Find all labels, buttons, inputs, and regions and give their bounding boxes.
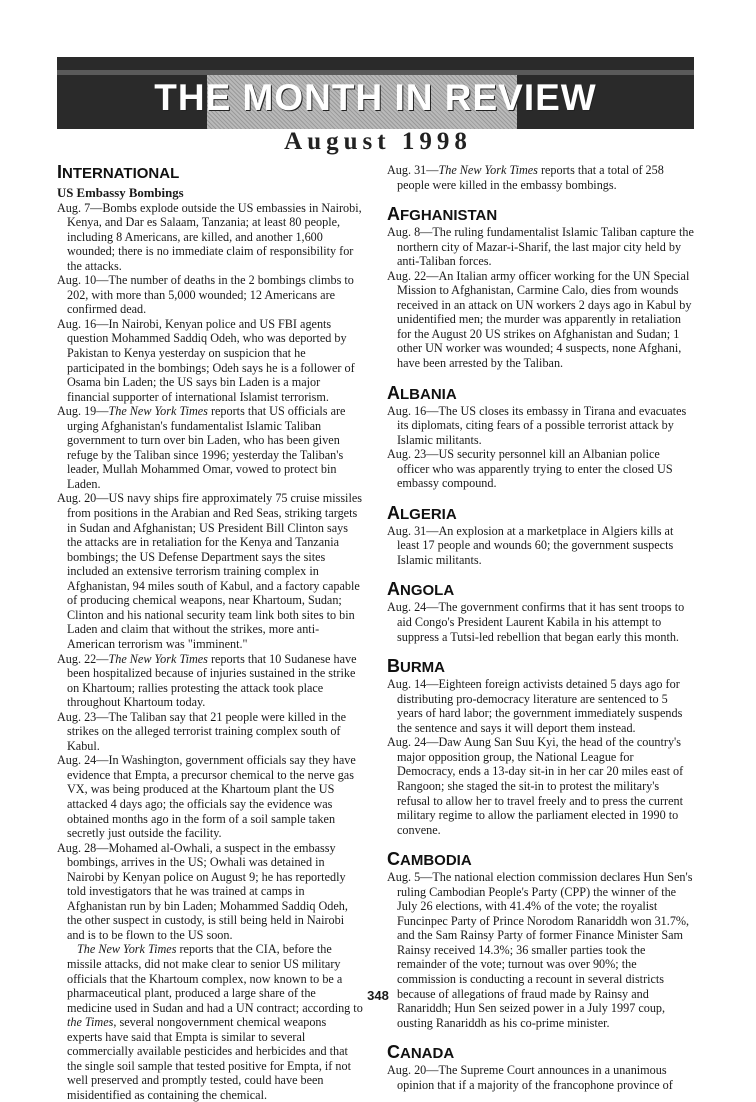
page-number: 348 [367, 988, 389, 1003]
news-entry: Aug. 20—US navy ships fire approximately 75 cruise missiles from positions in the Arabian and Red Seas, striking targets in Sudan and Afghanistan; US President Bill Clinton says the attacks are in retaliation for the Kenya and Tanzania bombings; the US Defense Department says the sites included an extensive terrorism training complex in Afghanistan, 94 miles south of Kabul, and a factory capable of producing chemical weapons, near Khartoum, Sudan; Clinton and his national security team link both sites to bin Laden and claim that without the strikes, more anti-American terrorism was "imminent." [57, 491, 362, 651]
news-entry: Aug. 23—The Taliban say that 21 people were killed in the strikes on the alleged terrorist training complex south of Kabul. [57, 709, 346, 753]
news-entry: Aug. 16—The US closes its embassy in Tirana and evacuates its diplomats, citing fears of a possible terrorist attack by Islamic militants. [387, 403, 687, 447]
section-heading-burma: BURMA [387, 656, 445, 677]
section-heading-cambodia: CAMBODIA [387, 849, 472, 870]
news-entry: Aug. 8—The ruling fundamentalist Islamic Taliban capture the northern city of Mazar-i-Sharif, the last major city held by anti-Taliban forces. [387, 225, 694, 269]
issue-date: August 1998 [284, 128, 472, 155]
section-heading-international: INTERNATIONAL [57, 162, 180, 182]
section-heading-algeria: ALGERIA [387, 502, 457, 523]
right-column [387, 163, 695, 1092]
news-entry: Aug. 22—An Italian army officer working for the UN Special Mission to Afghanistan, Carmine Calo, dies from wounds received in an attack on UN workers 2 days ago in Kabul by unidentified men; the murder was apparently in retaliation for the August 20 US strikes on Afghanistan and Sudan; 1 other UN worker was wounded; 4 suspects, none Afghani, have been arrested by the Taliban. [387, 268, 692, 371]
news-entry: Aug. 24—The government confirms that it has sent troops to aid Congo's President Laurent Kabila in his attempt to suppress a Tutsi-led rebellion that began early this month. [387, 600, 685, 644]
section-heading-albania: ALBANIA [387, 382, 457, 403]
section-heading-canada: CANADA [387, 1042, 455, 1063]
news-paragraph: The New York Times reports that the CIA, before the missile attacks, did not make clear to senior US military officials that the Khartoum complex, now known to be a pharmaceutical plant, produced a large share of the medicine used in Sudan and had a UN contract; according to the Times, several nongovernment chemical weapons experts have said that Empta is similar to several commercially available pesticides and herbicides and that the single soil sample that tested positive for Empta, if not well preserved and promptly tested, could have been misidentified as containing the chemical. [67, 942, 363, 1102]
news-entry: Aug. 10—The number of deaths in the 2 bombings climbs to 202, with more than 5,000 wounded; 12 Americans are confirmed dead. [57, 273, 354, 317]
news-entry: Aug. 22—The New York Times reports that 10 Sudanese have been hospitalized because of injuries sustained in the strike on Khartoum; rallies protesting the attack took place throughout Khartoum today. [57, 651, 357, 710]
news-entry: Aug. 24—In Washington, government officials say they have evidence that Empta, a precursor chemical to the nerve gas VX, was being produced at the Khartoum plant the US attacked 4 days ago; the officials say the evidence was obtained months ago in the form of a soil sample taken secretly just outside the facility. [57, 753, 356, 841]
news-entry: Aug. 19—The New York Times reports that US officials are urging Afghanistan's fundamentalist Islamic Taliban government to turn over bin Laden, who has been given refuge by the Taliban since 1996; yesterday the Taliban's leader, Mullah Mohammed Omar, vowed to protect bin Laden. [57, 404, 346, 491]
news-entry: Aug. 31—An explosion at a marketplace in Algiers kills at least 17 people and wounds 60; the government suspects Islamic militants. [387, 523, 674, 567]
news-entry: Aug. 20—The Supreme Court announces in a unanimous opinion that if a majority of the francophone province of [387, 1063, 673, 1092]
news-entry: Aug. 28—Mohamed al-Owhali, a suspect in the embassy bombings, arrives in the US; Owhali was detained in Nairobi by Kenyan police on August 9; he has reportedly told investigators that he was trained at camps in Afghanistan run by bin Laden; Mohammed Saddiq Odeh, the other suspect in custody, is still being held in Nairobi and is to be flown to the US soon. [57, 840, 348, 942]
subheading-us-embassy-bombings: US Embassy Bombings [57, 186, 184, 200]
masthead-banner [57, 57, 694, 129]
news-entry: Aug. 5—The national election commission declares Hun Sen's ruling Cambodian People's Party (CPP) the winner of the July 26 elections, with 41.4% of the vote; the royalist Funcinpec Party of Prince Norodom Ranariddh won 31.7%, and the Sam Rainsy Party of former Finance Minister Sam Rainsy received 14.3%; 36 smaller parties took the remainder of the vote; turnout was over 90%; the commission is conducting a recount in several districts because of allegations of fraud made by Rainsy and Ranariddh; Hun Sen seized power in a July 1997 coup, ousting Ranariddh as his co-prime minister. [387, 870, 693, 1030]
section-heading-afghanistan: AFGHANISTAN [387, 204, 498, 225]
news-entry: Aug. 7—Bombs explode outside the US embassies in Nairobi, Kenya, and Dar es Salaam, Tanzania; at least 80 people, including 8 Americans, are killed, and another 1,600 wounded; there is no immediate claim of responsibility for the attacks. [57, 200, 362, 273]
section-heading-angola: ANGOLA [387, 579, 455, 600]
left-column [57, 163, 363, 1102]
news-entry: Aug. 14—Eighteen foreign activists detained 5 days ago for distributing pro-democracy literature are sentenced to 5 years of hard labor; the government immediately suspends the sentence and says it will deport them instead. [387, 677, 683, 735]
news-entry: Aug. 16—In Nairobi, Kenyan police and US FBI agents question Mohammed Saddiq Odeh, who was deported by Pakistan to Kenya yesterday on suspicion that he participated in the bombings; Odeh says he is a follower of Osama bin Laden; the US says bin Laden is a major financial supporter of international Islamist terrorism. [57, 316, 355, 404]
banner-title: THE MONTH IN REVIEW [154, 77, 597, 118]
news-entry: Aug. 23—US security personnel kill an Albanian police officer who was apparently trying to enter the closed US embassy compound. [387, 447, 673, 491]
news-entry: Aug. 24—Daw Aung San Suu Kyi, the head of the country's major opposition group, the National League for Democracy, ends a 13-day sit-in in her car 20 miles east of Rangoon; she staged the sit-in to protest the military's refusal to allow her to travel freely and to press the current military regime to allow the parliament elected in 1990 to convene. [387, 735, 684, 837]
news-entry: Aug. 31—The New York Times reports that a total of 258 people were killed in the embassy bombings. [387, 163, 664, 192]
